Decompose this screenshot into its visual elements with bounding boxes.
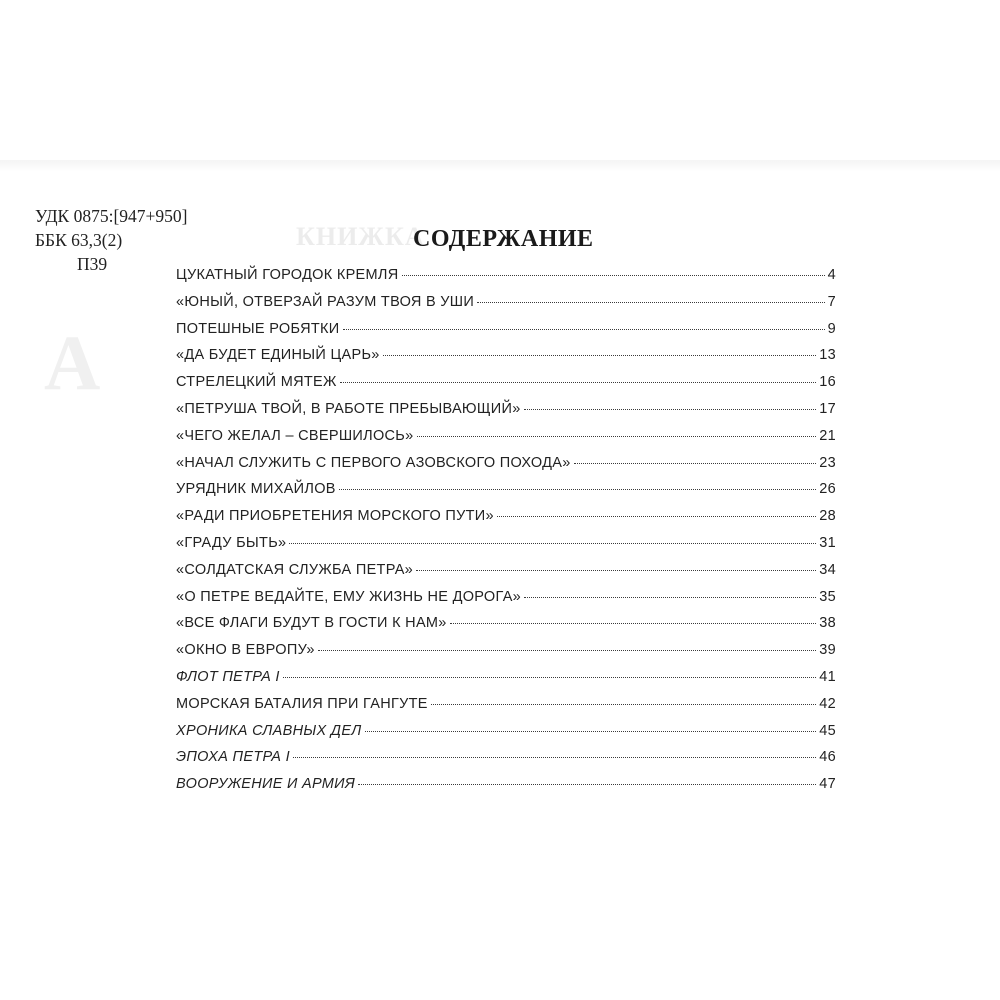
toc-entry-title: МОРСКАЯ БАТАЛИЯ ПРИ ГАНГУТЕ xyxy=(176,695,428,712)
dot-leader xyxy=(318,650,816,651)
toc-entry-title: УРЯДНИК МИХАЙЛОВ xyxy=(176,481,336,498)
toc-entry xyxy=(176,749,836,776)
dot-leader xyxy=(574,463,817,464)
toc-entry xyxy=(176,374,836,401)
dot-leader xyxy=(289,543,816,544)
toc-entry xyxy=(176,455,836,482)
dot-leader xyxy=(497,516,816,517)
toc-entry-title: «ОКНО В ЕВРОПУ» xyxy=(176,642,315,659)
dot-leader xyxy=(524,409,817,410)
dot-leader xyxy=(358,784,816,785)
toc-entry xyxy=(176,696,836,723)
dot-leader xyxy=(431,704,817,705)
toc-entry-title: «ЮНЫЙ, ОТВЕРЗАЙ РАЗУМ ТВОЯ В УШИ xyxy=(176,293,475,310)
toc-entry-page-number: 34 xyxy=(819,561,836,578)
toc-entry-page-number: 28 xyxy=(819,508,836,525)
toc-entry-page-number: 47 xyxy=(819,776,836,793)
toc-entry xyxy=(176,321,836,348)
toc-entry-title: «РАДИ ПРИОБРЕТЕНИЯ МОРСКОГО ПУТИ» xyxy=(176,508,494,525)
toc-entry-page-number: 21 xyxy=(819,427,836,444)
udk-code: УДК 0875:[947+950] xyxy=(35,206,188,226)
toc-entry xyxy=(176,535,836,562)
dot-leader xyxy=(343,329,825,330)
toc-entry-page-number: 23 xyxy=(819,454,836,471)
toc-entry-page-number: 4 xyxy=(827,267,836,283)
show-through-mark: А xyxy=(44,319,101,406)
dot-leader xyxy=(340,382,817,383)
dot-leader xyxy=(339,489,817,490)
toc-entry-title: «СОЛДАТСКАЯ СЛУЖБА ПЕТРА» xyxy=(176,561,414,578)
toc-entry xyxy=(176,589,836,616)
toc-entry-title: ЭПОХА ПЕТРА I xyxy=(176,749,290,766)
page-edge-shadow xyxy=(0,160,1000,172)
dot-leader xyxy=(402,275,825,276)
toc-entry-title: «НАЧАЛ СЛУЖИТЬ С ПЕРВОГО АЗОВСКОГО ПОХОДА» xyxy=(176,454,571,471)
dot-leader xyxy=(477,302,825,303)
toc-entry-page-number: 45 xyxy=(819,722,836,739)
toc-entry-page-number: 39 xyxy=(819,642,836,659)
toc-entry-page-number: 42 xyxy=(819,695,836,712)
toc-entry-title: «ЧЕГО ЖЕЛАЛ – СВЕРШИЛОСЬ» xyxy=(176,427,414,444)
toc-entry xyxy=(176,401,836,428)
toc-list xyxy=(176,267,836,803)
toc-entry xyxy=(176,562,836,589)
toc-entry-title: ФЛОТ ПЕТРА I xyxy=(176,668,280,685)
toc-entry-title: ЦУКАТНЫЙ ГОРОДОК КРЕМЛЯ xyxy=(176,267,399,283)
toc-entry-page-number: 35 xyxy=(819,588,836,605)
toc-entry-title: «ДА БУДЕТ ЕДИНЫЙ ЦАРЬ» xyxy=(176,347,380,364)
toc-entry-page-number: 13 xyxy=(819,347,836,364)
dot-leader xyxy=(416,570,816,571)
toc-entry-page-number: 9 xyxy=(827,320,836,337)
toc-entry-title: ПОТЕШНЫЕ РОБЯТКИ xyxy=(176,320,340,337)
toc-entry-page-number: 26 xyxy=(819,481,836,498)
toc-entry-page-number: 38 xyxy=(819,615,836,632)
toc-entry xyxy=(176,294,836,321)
toc-entry xyxy=(176,723,836,750)
toc-entry-title: «ГРАДУ БЫТЬ» xyxy=(176,534,287,551)
toc-entry-page-number: 16 xyxy=(819,374,836,391)
toc-entry xyxy=(176,615,836,642)
toc-entry-title: ВООРУЖЕНИЕ И АРМИЯ xyxy=(176,776,356,793)
toc-entry xyxy=(176,669,836,696)
toc-entry xyxy=(176,428,836,455)
dot-leader xyxy=(383,355,817,356)
toc-entry-title: СТРЕЛЕЦКИЙ МЯТЕЖ xyxy=(176,374,337,391)
toc-entry-title: ХРОНИКА СЛАВНЫХ ДЕЛ xyxy=(176,722,362,739)
show-through-heading: КНИЖКА xyxy=(296,222,425,251)
toc-entry xyxy=(176,481,836,508)
toc-entry xyxy=(176,267,836,294)
toc-entry-title: «ПЕТРУША ТВОЙ, В РАБОТЕ ПРЕБЫВАЮЩИЙ» xyxy=(176,400,521,417)
toc-entry-page-number: 31 xyxy=(819,534,836,551)
catalog-info xyxy=(35,204,188,276)
dot-leader xyxy=(283,677,817,678)
toc-entry-page-number: 7 xyxy=(827,293,836,310)
dot-leader xyxy=(524,597,816,598)
toc-entry-title: «О ПЕТРЕ ВЕДАЙТЕ, ЕМУ ЖИЗНЬ НЕ ДОРОГА» xyxy=(176,588,522,605)
dot-leader xyxy=(450,623,817,624)
toc-entry xyxy=(176,347,836,374)
toc-heading: СОДЕРЖАНИЕ xyxy=(413,226,594,252)
bbk-code: ББК 63,3(2) xyxy=(35,230,123,250)
dot-leader xyxy=(365,731,817,732)
toc-entry xyxy=(176,642,836,669)
dot-leader xyxy=(417,436,817,437)
toc-entry xyxy=(176,776,836,803)
toc-entry-title: «ВСЕ ФЛАГИ БУДУТ В ГОСТИ К НАМ» xyxy=(176,615,447,632)
dot-leader xyxy=(293,757,816,758)
toc-entry-page-number: 46 xyxy=(819,749,836,766)
toc-entry-page-number: 41 xyxy=(819,668,836,685)
toc-entry-page-number: 17 xyxy=(819,400,836,417)
author-mark: П39 xyxy=(77,254,108,274)
toc-entry xyxy=(176,508,836,535)
